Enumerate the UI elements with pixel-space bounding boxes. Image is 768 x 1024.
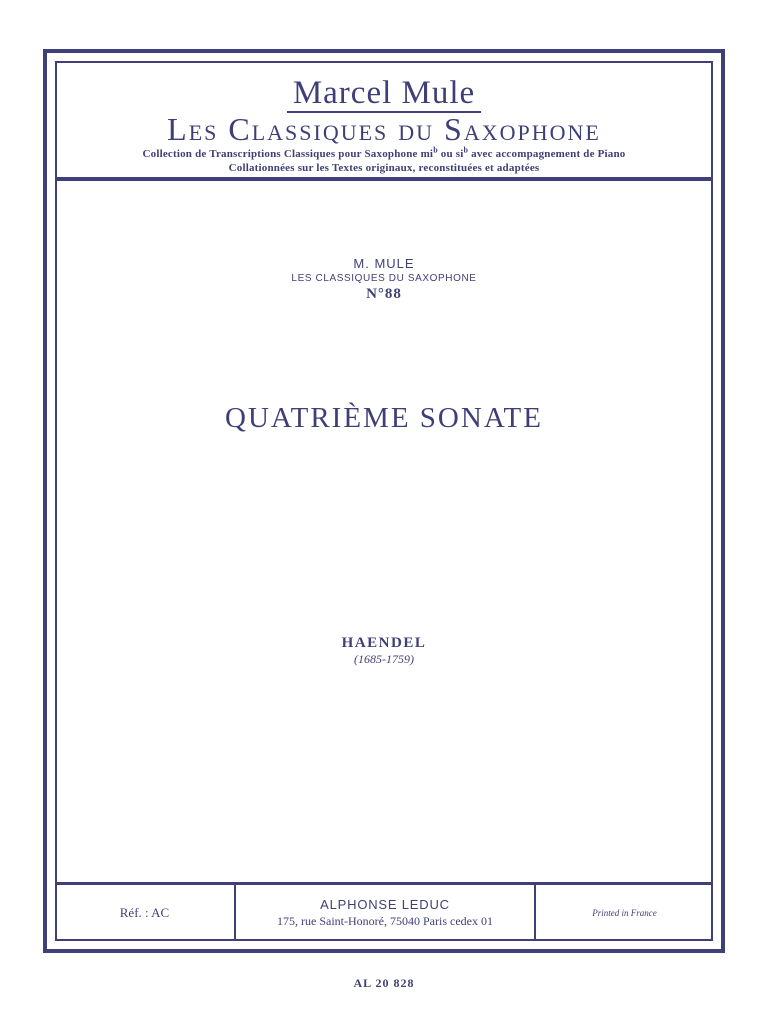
series-number: N°88 [366, 286, 402, 302]
inner-border [55, 61, 713, 941]
printed-in-label: Printed in France [592, 908, 657, 918]
publisher-cell [236, 885, 536, 941]
series-title: Les Classiques du Saxophone [167, 111, 601, 147]
series-block [55, 256, 713, 303]
description-line-1: Collection de Transcriptions Classiques pour Saxophone $mi^b$ ou $si^b$ avec accompagnement de Piano [142, 145, 626, 160]
series-description [55, 147, 713, 175]
flat-sign: b [463, 145, 469, 155]
composer-block [55, 634, 713, 666]
series-author: M. MULE [353, 256, 415, 271]
brand-name: Marcel Mule [55, 75, 713, 113]
work-title: QUATRIÈME SONATE [225, 402, 543, 434]
cover-header [55, 61, 713, 181]
description-line-2: Collationnées sur les Textes originaux, reconstituées et adaptées [228, 162, 540, 174]
publisher-name: ALPHONSE LEDUC [320, 897, 450, 912]
composer-name: HAENDEL [341, 635, 427, 651]
printed-cell [536, 885, 713, 941]
cover-footer [55, 882, 713, 941]
series-name: LES CLASSIQUES DU SAXOPHONE [291, 273, 477, 284]
catalog-number: AL 20 828 [353, 976, 415, 990]
publisher-address: 175, rue Saint-Honoré, 75040 Paris cedex 01 [277, 914, 493, 928]
composer-dates: (1685-1759) [354, 652, 414, 666]
reference-cell [55, 885, 236, 941]
flat-sign: b [433, 145, 438, 155]
reference-code: Réf. : AC [119, 905, 170, 920]
